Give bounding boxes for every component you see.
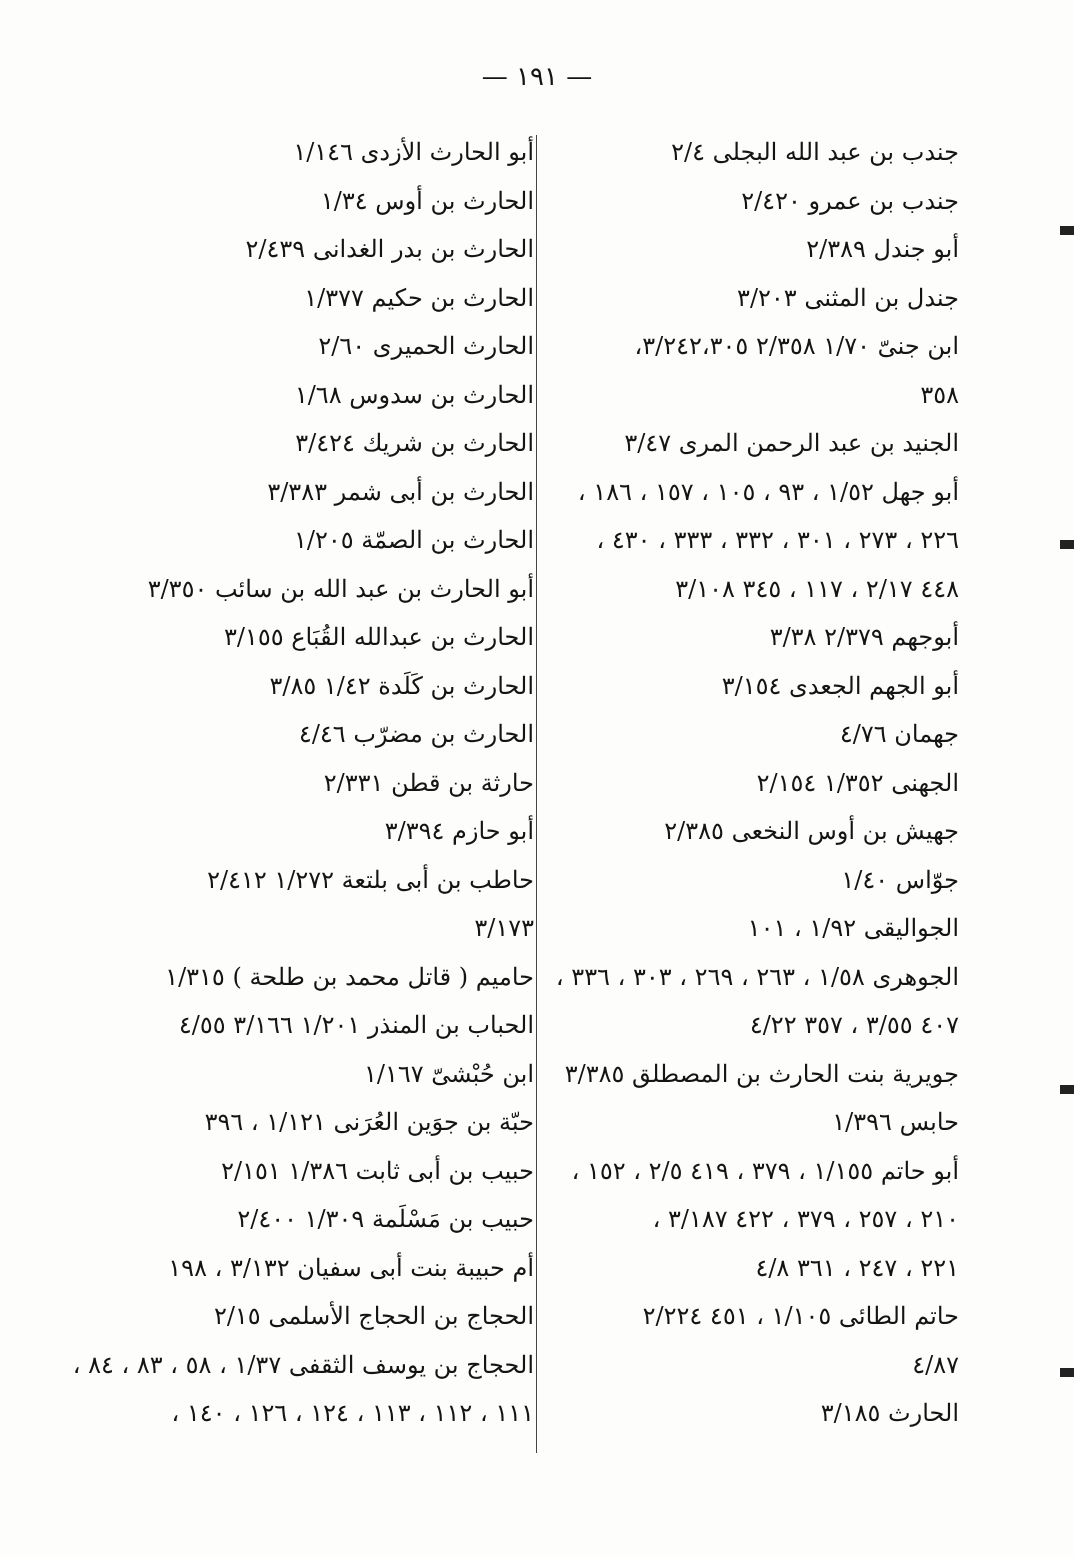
index-entry: أبو جندل ٢/٣٨٩ — [806, 235, 959, 263]
index-entry: الجهنى ١/٣٥٢ ٢/١٥٤ — [756, 768, 959, 797]
column-divider — [536, 135, 537, 1453]
index-entry: ٤/٨٧ — [912, 1350, 959, 1379]
index-entry: ابن حُبْشىّ ١/١٦٧ — [363, 1059, 534, 1088]
index-entry: ٢١٠ ، ٢٥٧ ، ٣٧٩ ، ٤٢٢ ٣/١٨٧ ، — [652, 1205, 959, 1233]
index-entry: حبّة بن جوَين العُرَنى ١/١٢١ ، ٣٩٦ — [204, 1108, 534, 1136]
index-entry: حاطب بن أبى بلتعة ١/٢٧٢ ٢/٤١٢ — [207, 865, 534, 894]
index-entry: أبو جهل ١/٥٢ ، ٩٣ ، ١٠٥ ، ١٥٧ ، ١٨٦ ، — [577, 477, 959, 506]
page-number: — ١٩١ — — [481, 62, 593, 92]
index-entry: ١١١ ، ١١٢ ، ١١٣ ، ١٢٤ ، ١٢٦ ، ١٤٠ ، — [171, 1399, 534, 1427]
index-entry: جندل بن المثنى ٣/٢٠٣ — [737, 283, 959, 312]
index-entry: ابن جنىّ ١/٧٠ ٢/٣٥٨ ٣/٢٤٢،٣٠٥، — [634, 332, 959, 360]
index-entry: ٤٠٧ ٣/٥٥ ، ٣٥٧ ٤/٢٢ — [749, 1011, 959, 1039]
index-entry: الحارث بن أبى شمر ٣/٣٨٣ — [267, 477, 534, 506]
index-entry: جندب بن عبد الله البجلى ٢/٤ — [671, 138, 959, 166]
index-entry: الحارث بن بدر الغدانى ٢/٤٣٩ — [245, 235, 534, 263]
index-entry: الحارث بن عبدالله القُبَاع ٣/١٥٥ — [223, 623, 534, 651]
index-entry: حبيب بن أبى ثابت ١/٣٨٦ ٢/١٥١ — [221, 1156, 534, 1185]
index-entry: ٣٥٨ — [920, 380, 959, 409]
index-entry: أم حبيبة بنت أبى سفيان ٣/١٣٢ ، ١٩٨ — [168, 1253, 534, 1282]
index-entry: الجوهرى ١/٥٨ ، ٢٦٣ ، ٢٦٩ ، ٣٠٣ ، ٣٣٦ ، — [555, 962, 959, 991]
index-entry: حارثة بن قطن ٢/٣٣١ — [323, 768, 534, 797]
index-entry: الحارث بن كَلَدة ١/٤٢ ٣/٨٥ — [269, 671, 534, 700]
index-entry: أبوجهم ٢/٣٧٩ ٣/٣٨ — [769, 623, 959, 651]
edge-mark — [1060, 1085, 1074, 1094]
index-entry: جهمان ٤/٧٦ — [839, 720, 959, 748]
index-entry: أبو حاتم ١/١٥٥ ، ٣٧٩ ، ٤١٩ ٢/٥ ، ١٥٢ ، — [571, 1156, 959, 1185]
index-entry: حاتم الطائى ١/١٠٥ ، ٤٥١ ٢/٢٢٤ — [642, 1302, 959, 1330]
index-entry: جندب بن عمرو ٢/٤٢٠ — [741, 186, 959, 215]
edge-mark — [1060, 1368, 1074, 1377]
index-entry: الحارث ٣/١٨٥ — [820, 1399, 959, 1427]
index-entry: جهيش بن أوس النخعى ٢/٣٨٥ — [664, 817, 959, 845]
edge-mark — [1060, 226, 1074, 235]
index-entry: حاميم ( قاتل محمد بن طلحة ) ١/٣١٥ — [165, 962, 534, 991]
index-entry: ٤٤٨ ٢/١٧ ، ١١٧ ، ٣٤٥ ٣/١٠٨ — [675, 574, 959, 603]
index-entry: الجنيد بن عبد الرحمن المرى ٣/٤٧ — [624, 429, 959, 457]
index-entry: الحجاج بن يوسف الثقفى ١/٣٧ ، ٥٨ ، ٨٣ ، ٨٤ ، — [72, 1350, 534, 1379]
index-entry: الحارث بن حكيم ١/٣٧٧ — [304, 283, 534, 312]
index-entry: ٢٢٦ ، ٢٧٣ ، ٣٠١ ، ٣٣٢ ، ٣٣٣ ، ٤٣٠ ، — [596, 526, 959, 554]
index-entry: أبو الحارث الأزدى ١/١٤٦ — [293, 138, 534, 166]
index-column-right — [519, 128, 959, 1438]
index-column-left — [72, 128, 534, 1438]
index-entry: الجواليقى ١/٩٢ ، ١٠١ — [747, 914, 959, 942]
index-entry: أبو حازم ٣/٣٩٤ — [384, 817, 534, 845]
index-entry: الحارث بن الصمّة ١/٢٠٥ — [294, 526, 534, 554]
index-entry: الحارث بن سدوس ١/٦٨ — [294, 380, 534, 409]
index-entry: الحارث بن أوس ١/٣٤ — [320, 186, 534, 215]
index-entry: ٢٢١ ، ٢٤٧ ، ٣٦١ ٤/٨ — [755, 1253, 959, 1282]
edge-mark — [1060, 540, 1074, 549]
index-entry: حابس ١/٣٩٦ — [832, 1108, 959, 1136]
index-entry: حبيب بن مَسْلَمة ١/٣٠٩ ٢/٤٠٠ — [237, 1205, 534, 1233]
index-entry: أبو الجهم الجعدى ٣/١٥٤ — [721, 671, 959, 700]
index-entry: ٣/١٧٣ — [474, 914, 534, 942]
index-entry: الحارث الحميرى ٢/٦٠ — [318, 332, 534, 360]
index-entry: جوّاس ١/٤٠ — [841, 865, 959, 894]
index-entry: الحباب بن المنذر ١/٢٠١ ٣/١٦٦ ٤/٥٥ — [178, 1011, 534, 1039]
index-entry: جويرية بنت الحارث بن المصطلق ٣/٣٨٥ — [564, 1059, 959, 1088]
index-entry: أبو الحارث بن عبد الله بن سائب ٣/٣٥٠ — [147, 574, 534, 603]
index-entry: الحارث بن شريك ٣/٤٢٤ — [295, 429, 534, 457]
index-entry: الحجاج بن الحجاج الأسلمى ٢/١٥ — [213, 1302, 534, 1330]
index-entry: الحارث بن مضرّب ٤/٤٦ — [298, 720, 534, 748]
